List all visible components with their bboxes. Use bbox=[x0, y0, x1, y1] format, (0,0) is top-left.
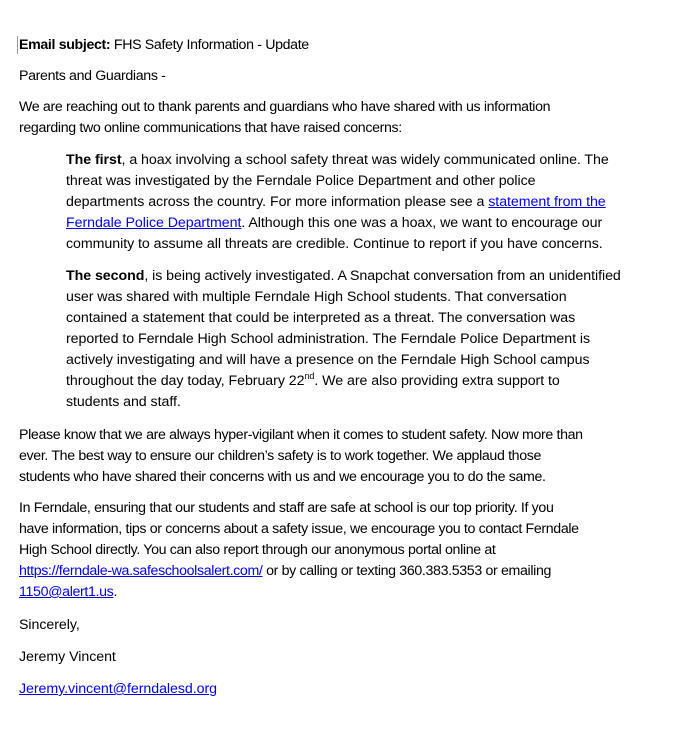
first-item-line-1: The first, a hoax involving a school safety threat was widely communicated online. The bbox=[66, 152, 609, 168]
signature-name: Jeremy Vincent bbox=[19, 649, 116, 665]
priority-line-2: have information, tips or concerns about a safety issue, we encourage you to contact Ferndale bbox=[19, 521, 579, 537]
priority-line-5: 1150@alert1.us. bbox=[19, 584, 118, 600]
police-statement-link-continued[interactable]: Ferndale Police Department bbox=[66, 215, 242, 231]
first-item-line-5: community to assume all threats are credible. Continue to report if you have concerns. bbox=[66, 236, 603, 252]
priority-line-3: High School directly. You can also report through our anonymous portal online at bbox=[19, 542, 496, 558]
second-item-line-4: reported to Ferndale High School administration. The Ferndale Police Department is bbox=[66, 331, 591, 347]
salutation: Parents and Guardians - bbox=[19, 68, 166, 84]
second-item-lead: The second bbox=[66, 268, 145, 284]
first-item-line-4: Ferndale Police Department. Although this one was a hoax, we want to encourage our bbox=[66, 215, 603, 231]
text-cursor bbox=[17, 36, 18, 54]
second-item-line-3: contained a statement that could be interpreted as a threat. The conversation was bbox=[66, 310, 576, 326]
safe-schools-portal-link[interactable]: https://ferndale-wa.safeschoolsalert.com/ bbox=[19, 563, 263, 579]
email-subject-line bbox=[19, 35, 309, 56]
second-item-line-7: students and staff. bbox=[66, 394, 181, 410]
email-subject-value: FHS Safety Information - Update bbox=[110, 37, 309, 53]
vigilance-line-1: Please know that we are always hyper-vigilant when it comes to student safety. Now more than bbox=[19, 427, 583, 443]
first-item-line-3: departments across the country. For more information please see a statement from the bbox=[66, 194, 606, 210]
email-subject-label: Email subject: bbox=[19, 37, 111, 53]
police-statement-link[interactable]: statement from the bbox=[488, 194, 606, 210]
intro-line-1: We are reaching out to thank parents and guardians who have shared with us information bbox=[19, 99, 551, 115]
vigilance-line-2: ever. The best way to ensure our children’s safety is to work together. We applaud those bbox=[19, 448, 542, 464]
vigilance-line-3: students who have shared their concerns with us and we encourage you to do the same. bbox=[19, 469, 546, 485]
priority-line-1: In Ferndale, ensuring that our students and staff are safe at school is our top priority. If you bbox=[19, 500, 554, 516]
signature-email-link[interactable]: Jeremy.vincent@ferndalesd.org bbox=[19, 681, 218, 697]
intro-line-2: regarding two online communications that have raised concerns: bbox=[19, 120, 402, 136]
second-item-line-1: The second, is being actively investigated. A Snapchat conversation from an unidentified bbox=[66, 268, 621, 284]
second-item-line-2: user was shared with multiple Ferndale High School students. That conversation bbox=[66, 289, 567, 305]
second-item-line-6: throughout the day today, February 22nd. We are also providing extra support to bbox=[66, 371, 560, 389]
alert-email-link[interactable]: 1150@alert1.us bbox=[19, 584, 114, 600]
closing: Sincerely, bbox=[19, 617, 80, 633]
ordinal-suffix: nd bbox=[304, 371, 315, 381]
first-item-line-2: threat was investigated by the Ferndale Police Department and other police bbox=[66, 173, 536, 189]
first-item-lead: The first bbox=[66, 152, 122, 168]
second-item-line-5: actively investigating and will have a presence on the Ferndale High School campus bbox=[66, 352, 590, 368]
signature-email-line bbox=[19, 679, 217, 700]
priority-line-4: https://ferndale-wa.safeschoolsalert.com/ or by calling or texting 360.383.5353 or emailing bbox=[19, 563, 552, 579]
